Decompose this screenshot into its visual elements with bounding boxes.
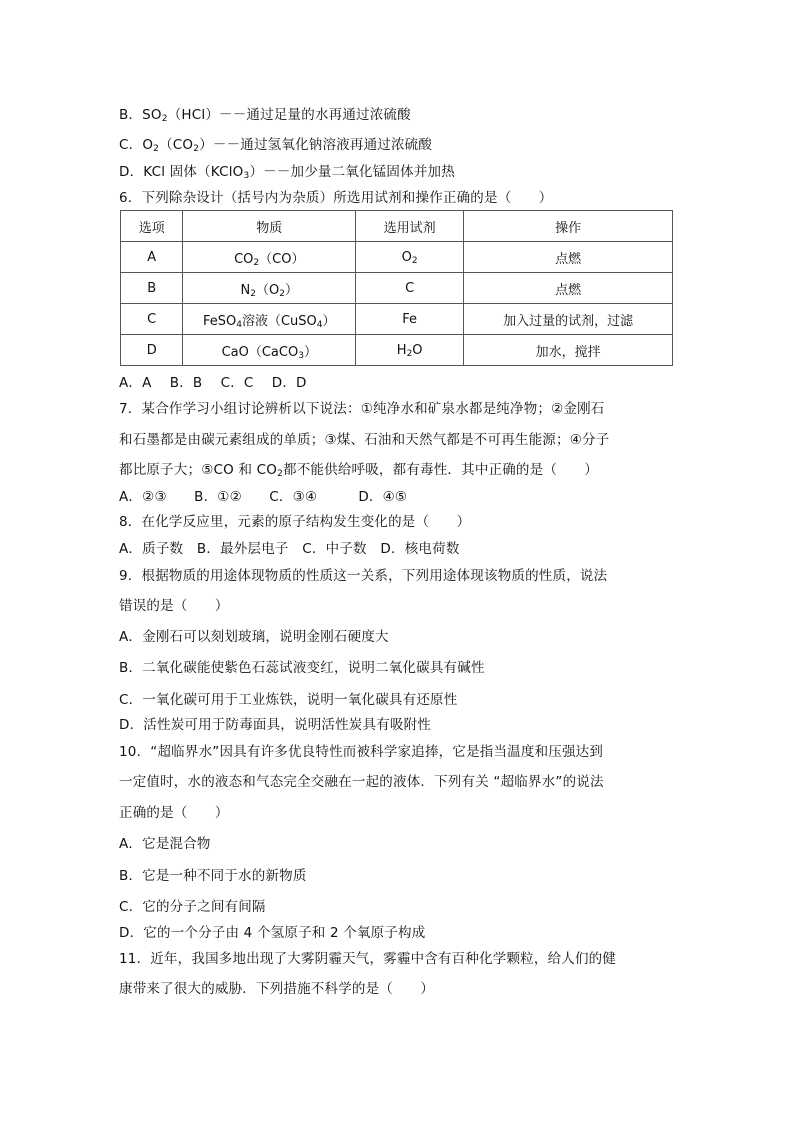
table-cell-option: B bbox=[121, 273, 183, 304]
table-cell-reagent bbox=[356, 242, 464, 273]
question-9-option-b: B．二氧化碳能使紫色石蕊试液变红，说明二氧化碳具有碱性 bbox=[119, 660, 485, 676]
option-b-so2 bbox=[119, 103, 411, 123]
table-header-cell: 操作 bbox=[464, 211, 673, 242]
option-c-o2 bbox=[119, 133, 432, 153]
formula-part: CaO（CaCO bbox=[221, 344, 299, 360]
formula-part: 溶液（CuSO bbox=[241, 313, 317, 329]
table-row bbox=[121, 304, 673, 335]
question-6-table bbox=[120, 210, 673, 366]
question-10-line-1: 10．“超临界水”因具有许多优良特性而被科学家追捧，它是指当温度和压强达到 bbox=[119, 744, 604, 760]
table-cell-operation: 加入过量的试剂，过滤 bbox=[464, 304, 673, 335]
subscript: 4 bbox=[236, 319, 242, 330]
option-d-kcl bbox=[119, 160, 455, 180]
question-9-option-c: C．一氧化碳可用于工业炼铁，说明一氧化碳具有还原性 bbox=[119, 692, 458, 708]
question-8-stem: 8．在化学反应里，元素的原子结构发生变化的是（ ） bbox=[119, 514, 471, 530]
subscript: 2 bbox=[277, 469, 284, 479]
question-7-line-1: 7．某合作学习小组讨论辨析以下说法：①纯净水和矿泉水都是纯净物；②金刚石 bbox=[119, 401, 605, 417]
question-9-option-a: A．金刚石可以刻划玻璃，说明金刚石硬度大 bbox=[119, 629, 389, 645]
question-11-line-2: 康带来了很大的威胁．下列措施不科学的是（ ） bbox=[119, 981, 435, 997]
subscript: 2 bbox=[279, 288, 285, 299]
formula-part: ） bbox=[303, 344, 317, 360]
subscript: 3 bbox=[243, 171, 250, 181]
table-cell-reagent: C bbox=[356, 273, 464, 304]
subscript: 2 bbox=[411, 255, 418, 266]
formula-part: CO bbox=[234, 251, 254, 267]
table-cell-substance bbox=[183, 242, 356, 273]
question-10-option-d: D．它的一个分子由 4 个氢原子和 2 个氧原子构成 bbox=[119, 925, 426, 941]
option-b-text-rest: （HCl）－－通过足量的水再通过浓硫酸 bbox=[167, 107, 411, 123]
formula-part: H bbox=[396, 342, 407, 358]
table-cell-operation: 点燃 bbox=[464, 242, 673, 273]
table-cell-substance bbox=[183, 335, 356, 366]
subscript: 2 bbox=[161, 114, 168, 124]
question-10-option-a: A．它是混合物 bbox=[119, 836, 211, 852]
subscript: 2 bbox=[406, 348, 413, 359]
table-header-cell: 选用试剂 bbox=[356, 211, 464, 242]
option-d-text-rest: ）－－加少量二氧化锰固体并加热 bbox=[249, 164, 455, 180]
question-6-answers: A．A B．B C．C D．D bbox=[119, 375, 307, 391]
question-11-line-1: 11．近年，我国多地出现了大雾阴霾天气，雾霾中含有百种化学颗粒，给人们的健 bbox=[119, 951, 617, 967]
subscript: 2 bbox=[253, 257, 260, 268]
question-7-answers: A．②③ B．①② C．③④ D．④⑤ bbox=[119, 489, 408, 505]
option-c-text-mid: （CO bbox=[159, 137, 194, 153]
subscript: 3 bbox=[298, 350, 304, 361]
formula-part: N bbox=[240, 282, 251, 298]
text-part: 都比原子大；⑤CO 和 CO bbox=[119, 462, 278, 478]
question-8-answers: A．质子数 B．最外层电子 C．中子数 D．核电荷数 bbox=[119, 541, 460, 557]
formula-part: ） bbox=[284, 282, 298, 298]
table-cell-option: D bbox=[121, 335, 183, 366]
table-row bbox=[121, 273, 673, 304]
table-header-cell: 选项 bbox=[121, 211, 183, 242]
question-9-option-d: D．活性炭可用于防毒面具，说明活性炭具有吸附性 bbox=[119, 717, 431, 733]
question-10-option-c: C．它的分子之间有间隔 bbox=[119, 899, 266, 915]
table-cell-operation: 加水，搅拌 bbox=[464, 335, 673, 366]
subscript: 2 bbox=[193, 144, 200, 154]
option-c-text-rest: ）－－通过氢氧化钠溶液再通过浓硫酸 bbox=[199, 137, 433, 153]
formula-part: O bbox=[412, 342, 423, 358]
question-7-line-2: 和石墨都是由碳元素组成的单质；③煤、石油和天然气都是不可再生能源；④分子 bbox=[119, 432, 610, 448]
table-cell-option: A bbox=[121, 242, 183, 273]
subscript: 2 bbox=[250, 288, 257, 299]
table-cell-reagent: Fe bbox=[356, 304, 464, 335]
table-header-cell: 物质 bbox=[183, 211, 356, 242]
table-cell-option: C bbox=[121, 304, 183, 335]
formula-part: ） bbox=[322, 313, 336, 329]
formula-part: （O bbox=[256, 282, 280, 298]
option-b-text: B．SO bbox=[119, 107, 162, 123]
option-d-text: D．KCl 固体（KClO bbox=[119, 164, 244, 180]
table-row bbox=[121, 242, 673, 273]
text-part: 都不能供给呼吸，都有毒性．其中正确的是（ ） bbox=[283, 462, 599, 478]
question-9-line-1: 9．根据物质的用途体现物质的性质这一关系，下列用途体现该物质的性质，说法 bbox=[119, 568, 608, 584]
formula-part: （CO） bbox=[259, 251, 305, 267]
question-10-line-2: 一定值时，水的液态和气态完全交融在一起的液体．下列有关 “超临界水”的说法 bbox=[119, 774, 604, 790]
table-cell-operation: 点燃 bbox=[464, 273, 673, 304]
formula-part: O bbox=[401, 249, 412, 265]
question-6-stem: 6．下列除杂设计（括号内为杂质）所选用试剂和操作正确的是（ ） bbox=[119, 190, 553, 206]
question-10-line-3: 正确的是（ ） bbox=[119, 805, 229, 821]
subscript: 4 bbox=[316, 319, 323, 330]
option-c-text: C．O bbox=[119, 137, 154, 153]
subscript: 2 bbox=[153, 144, 160, 154]
question-7-line-3 bbox=[119, 458, 598, 478]
table-cell-substance bbox=[183, 273, 356, 304]
table-cell-substance bbox=[183, 304, 356, 335]
question-9-line-2: 错误的是（ ） bbox=[119, 598, 229, 614]
table-header-row bbox=[121, 211, 673, 242]
formula-part: FeSO bbox=[203, 313, 237, 329]
question-10-option-b: B．它是一种不同于水的新物质 bbox=[119, 868, 307, 884]
table-cell-reagent bbox=[356, 335, 464, 366]
table-row bbox=[121, 335, 673, 366]
